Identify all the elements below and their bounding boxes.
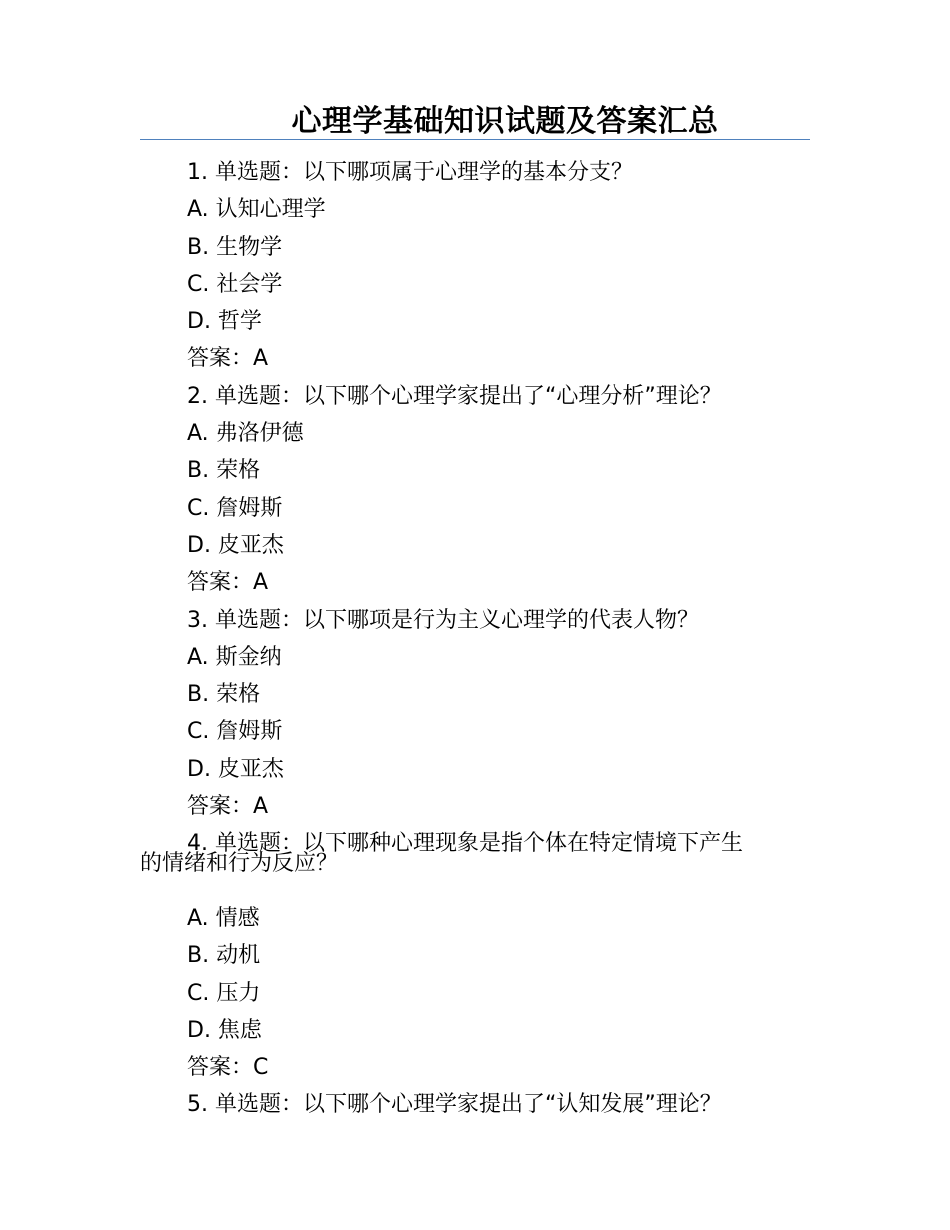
document-title: 心理学基础知识试题及答案汇总	[291, 104, 719, 139]
option-item: D. 焦虑	[187, 1017, 262, 1043]
answer-line: 答案：A	[187, 794, 269, 820]
answer-line: 答案：C	[187, 1055, 269, 1081]
question-stem: 4. 单选题：以下哪种心理现象是指个体在特定情境下产生	[187, 831, 743, 857]
option-item: D. 皮亚杰	[187, 532, 284, 558]
option-item: B. 动机	[187, 943, 261, 969]
option-item: C. 压力	[187, 980, 261, 1006]
option-item: C. 詹姆斯	[187, 495, 283, 521]
option-item: B. 荣格	[187, 458, 261, 484]
option-item: A. 情感	[187, 905, 260, 931]
option-item: D. 皮亚杰	[187, 756, 284, 782]
question-stem: 2. 单选题：以下哪个心理学家提出了“心理分析”理论？	[187, 383, 722, 409]
option-item: A. 认知心理学	[187, 197, 326, 223]
option-item: A. 弗洛伊德	[187, 421, 304, 447]
question-stem: 5. 单选题：以下哪个心理学家提出了“认知发展”理论？	[187, 1092, 722, 1118]
question-stem: 3. 单选题：以下哪项是行为主义心理学的代表人物？	[187, 607, 699, 633]
answer-line: 答案：A	[187, 570, 269, 596]
question-stem-continuation: 的情绪和行为反应？	[140, 851, 339, 877]
option-item: B. 荣格	[187, 682, 261, 708]
option-item: A. 斯金纳	[187, 644, 282, 670]
question-stem: 1. 单选题：以下哪项属于心理学的基本分支？	[187, 160, 633, 185]
answer-line: 答案：A	[187, 346, 269, 372]
title-underline	[140, 139, 810, 140]
option-item: D. 哲学	[187, 309, 262, 335]
option-item: B. 生物学	[187, 234, 283, 260]
option-item: C. 詹姆斯	[187, 719, 283, 745]
question-list	[140, 154, 812, 1124]
option-item: C. 社会学	[187, 271, 283, 297]
